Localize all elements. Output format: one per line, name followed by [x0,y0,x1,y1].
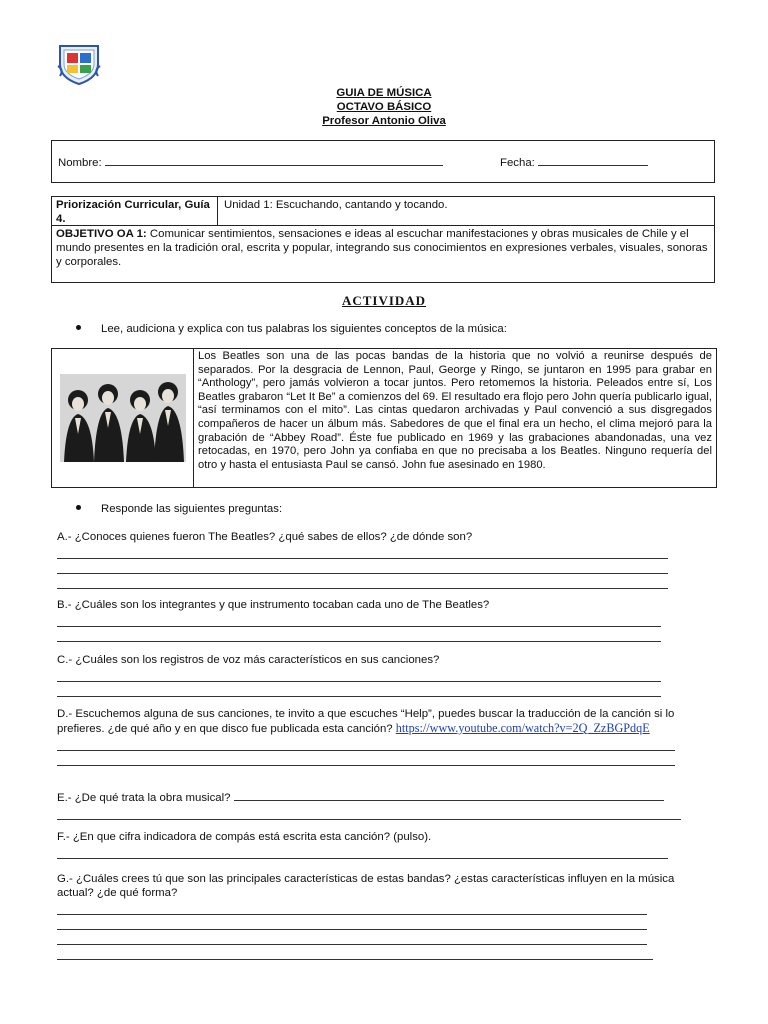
question-b-text: B.- ¿Cuáles son los integrantes y que instrumento tocaban cada uno de The Beatles? [57,599,490,611]
answer-line[interactable] [57,844,668,859]
youtube-link[interactable]: https://www.youtube.com/watch?v=2Q_ZzBGPdqE [395,721,650,735]
name-field[interactable] [58,155,443,170]
curriculum-table [51,196,715,283]
answer-line[interactable] [57,574,668,589]
question-a-text: A.- ¿Conoces quienes fueron The Beatles? ¿qué sabes de ellos? ¿de dónde son? [57,531,473,543]
question-a [57,530,717,589]
answer-line[interactable] [57,751,675,766]
bullet-icon [76,505,81,510]
question-e-text [57,790,717,805]
question-g-text: G.- ¿Cuáles crees tú que son las principales características de estas bandas? ¿estas características influyen en la música actual? ¿de qué forma? [57,873,675,899]
question-d-text [57,707,709,736]
answer-line[interactable] [57,736,675,751]
bullet-icon [76,325,81,330]
date-blank-line [538,155,648,166]
question-c-text: C.- ¿Cuáles son los registros de voz más característicos en sus canciones? [57,654,440,666]
question-f-text: F.- ¿En que cifra indicadora de compás está escrita esta canción? (pulso). [57,831,432,843]
beatles-photo [52,349,194,487]
objective-text: Comunicar sentimientos, sensaciones e ideas al escuchar manifestaciones y obras musicales de Chile y el mundo presentes en la tradición oral, escrita y popular, integrando sus conocimientos en expresiones verbales, visuales, sonoras y corporales. [56,228,708,268]
date-label: Fecha: [500,157,538,169]
name-label: Nombre: [58,157,105,169]
answer-line[interactable] [57,805,681,820]
question-e-body: E.- ¿De qué trata la obra musical? [57,792,234,804]
activity-title: ACTIVIDAD [341,293,427,308]
answer-line[interactable] [57,612,661,627]
beatles-text: Los Beatles son una de las pocas bandas de la historia que no volvió a reunirse después de separados. Por la desgracia de Lennon, Paul, George y Ringo, se juntaron en 1995 para grabar en “Anthology”, pero jamás volvieron a tocar juntos. Pero retomemos la historia. Peleados entre sí, Los Beatles grabaron “Let It Be” a comienzos del 69. El resultado era flojo pero John quería publicarlo igual, “así terminamos con el mito”. Las cintas quedaron archivadas y Paul convenció a sus disgregados compañeros de hacer un álbum más. Sabedores de que el final era un hecho, el clima mejoró para la grabación de “Abbey Road”. Éste fue publicado en 1969 y las grabaciones abandonadas, una vez retocadas, en 1970, pero John ya confiaba en que no precisaba a los Beatles. Ninguno requería del otro y hasta el entusiasta Paul se cansó. John fue asesinado en 1980. [198,350,712,471]
date-field[interactable] [500,155,648,170]
answer-line[interactable] [57,667,661,682]
school-crest-logo [56,40,102,86]
name-blank-line [105,155,443,166]
instruction-bullet [76,322,507,336]
answer-line[interactable] [57,900,647,915]
answer-line[interactable] [57,544,668,559]
question-d [57,707,709,766]
document-header [0,86,768,128]
curriculum-unit: Unidad 1: Escuchando, cantando y tocando. [224,199,448,211]
instruction-bullet-2 [76,502,282,516]
teacher-name: Profesor Antonio Oliva [322,115,446,127]
answer-line[interactable] [57,627,661,642]
answer-inline-line[interactable] [234,790,664,801]
question-f [57,830,717,859]
question-g [57,872,713,960]
objective-label: OBJETIVO OA 1: [56,228,147,240]
document-title: GUIA DE MÚSICA [336,87,432,99]
answer-line[interactable] [57,930,647,945]
instruction-text: Lee, audiciona y explica con tus palabras los siguientes conceptos de la música: [101,323,507,335]
instruction-text-2: Responde las siguientes preguntas: [101,503,283,515]
answer-line[interactable] [57,915,647,930]
question-e [57,790,717,820]
answer-line[interactable] [57,559,668,574]
answer-line[interactable] [57,682,661,697]
question-b [57,598,717,642]
curriculum-objective [52,226,714,282]
student-info-box [51,140,715,183]
beatles-info-table [51,348,717,488]
question-d-body: D.- Escuchemos alguna de sus canciones, te invito a que escuches “Help”, puedes buscar la traducción de la canción si lo prefieres. ¿de qué año y en que disco fue publicada esta canción? [57,708,675,735]
question-c [57,653,717,697]
curriculum-priority: Priorización Curricular, Guía 4. [52,197,218,225]
answer-line[interactable] [57,945,653,960]
course-level: OCTAVO BÁSICO [336,101,432,113]
